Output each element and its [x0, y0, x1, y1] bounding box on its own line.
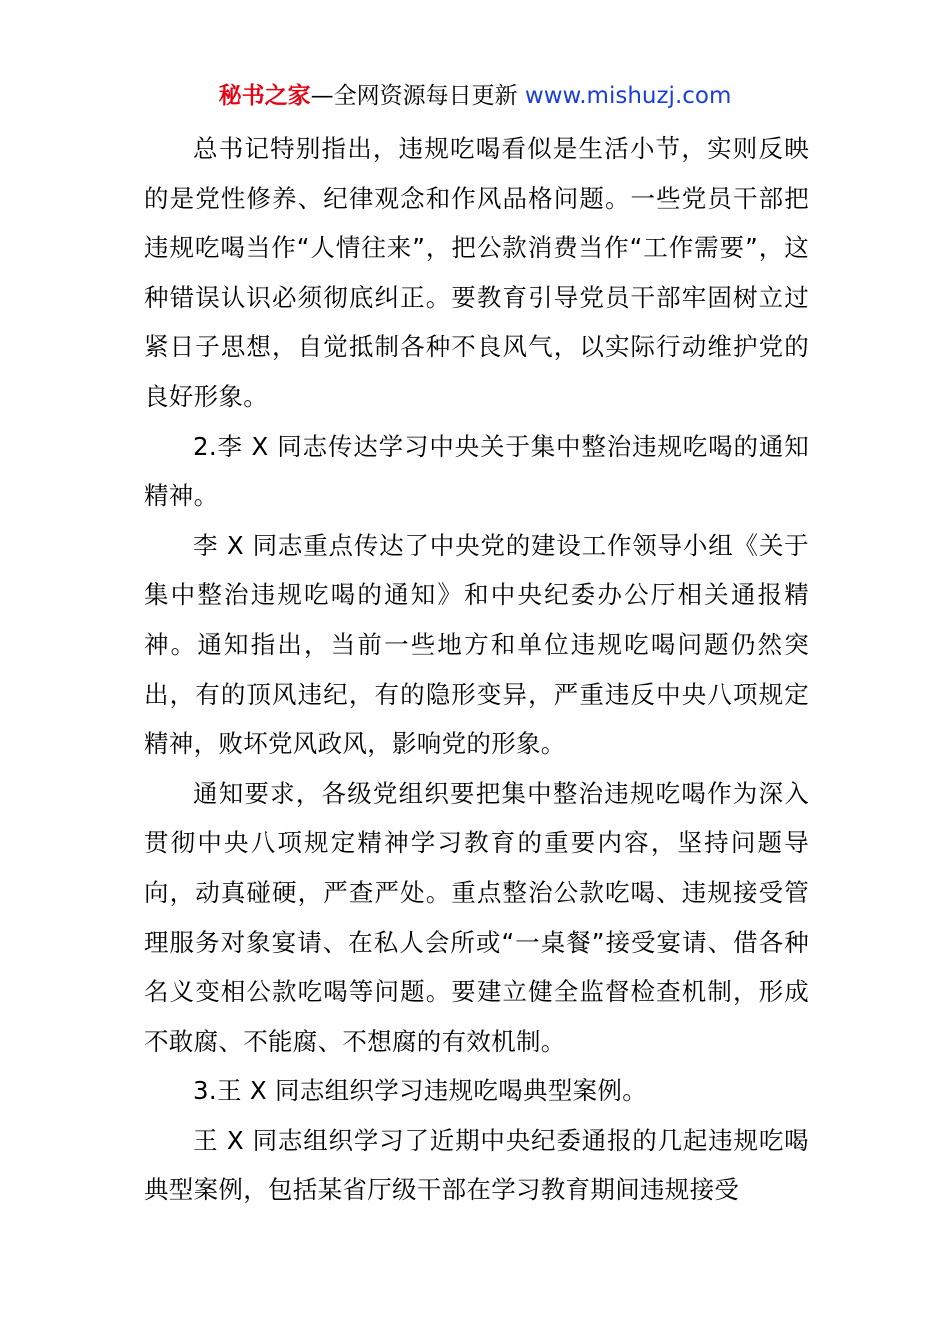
paragraph: 总书记特别指出，违规吃喝看似是生活小节，实则反映的是党性修养、纪律观念和作风品格问题。一些党员干部把违规吃喝当作“人情往来”，把公款消费当作“工作需要”，这种错误认识必须彻底纠正。要教育引导党员干部牢固树立过紧日子思想，自觉抵制各种不良风气，以实际行动维护党的良好形象。 — [144, 134, 809, 411]
paragraph: 李 X 同志重点传达了中央党的建设工作领导小组《关于集中整治违规吃喝的通知》和中央纪委办公厅相关通报精神。通知指出，当前一些地方和单位违规吃喝问题仍然突出，有的顶风违纪，有的隐形变异，严重违反中央八项规定精神，败坏党风政风，影响党的形象。 — [144, 530, 809, 759]
paragraph: 通知要求，各级党组织要把集中整治违规吃喝作为深入贯彻中央八项规定精神学习教育的重要内容，坚持问题导向，动真碰硬，严查严处。重点整治公款吃喝、违规接受管理服务对象宴请、在私人会所或“一桌餐”接受宴请、借各种名义变相公款吃喝等问题。要建立健全监督检查机制，形成不敢腐、不能腐、不想腐的有效机制。 — [144, 778, 809, 1056]
section-heading: 2.李 X 同志传达学习中央关于集中整治违规吃喝的通知精神。 — [144, 431, 809, 511]
document-body — [144, 124, 809, 1215]
brand-name: 秘书之家 — [218, 83, 311, 109]
paragraph: 王 X 同志组织学习了近期中央纪委通报的几起违规吃喝典型案例，包括某省厅级干部在学习教育期间违规接受 — [144, 1125, 809, 1205]
section-heading: 3.王 X 同志组织学习违规吃喝典型案例。 — [193, 1076, 648, 1106]
site-header — [0, 80, 950, 112]
site-url-link[interactable]: www.mishuzj.com — [524, 83, 732, 109]
header-tagline: —全网资源每日更新 — [310, 83, 518, 109]
